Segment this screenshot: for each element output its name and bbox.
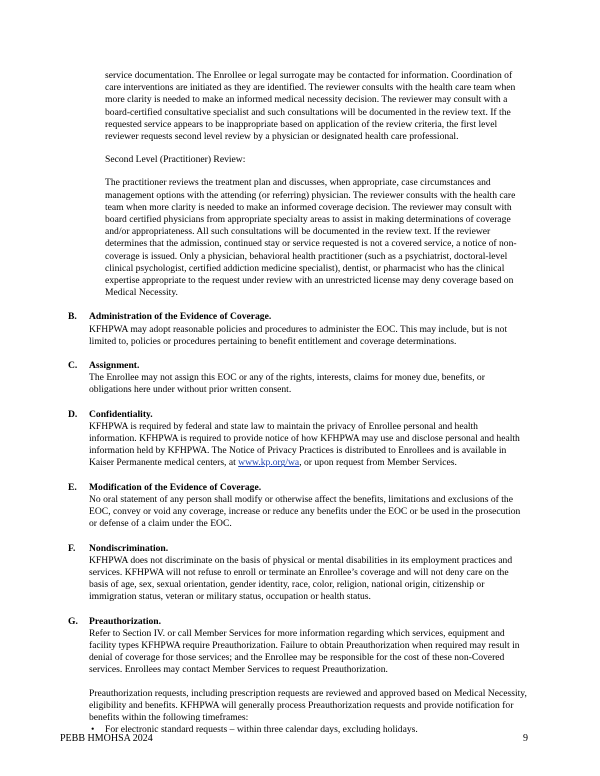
- section-f-letter: F.: [68, 542, 76, 554]
- section-c: [68, 360, 527, 397]
- section-e-heading: Modification of the Evidence of Coverage.: [89, 481, 262, 493]
- bullet-icon: •: [91, 724, 95, 736]
- section-d-body-after: , or upon request from Member Services.: [299, 457, 457, 469]
- section-b: [68, 311, 527, 348]
- intro-paragraph-2: The practitioner reviews the treatment plan and discusses, when appropriate, case circumstances and management options with the attending (or referring) physician. The reviewer consults with the health care team when more clarity is needed to make an informed coverage decision. The reviewer may consult with board certified physicians from appropriate specialty areas to assist in making determinations of coverage and/or appropriateness. All such consultations will be documented in the review text. If the reviewer determines that the admission, continued stay or service requested is not a covered service, a notice of non-coverage is issued. Only a physician, behavioral health practitioner (such as a psychiatrist, doctoral-level clinical psychologist, certified addiction medicine specialist), dentist, or pharmacist who has the clinical expertise appropriate to the request under review with an unrestricted license may deny coverage based on Medical Necessity.: [105, 177, 517, 299]
- second-level-review-heading: Second Level (Practitioner) Review:: [105, 154, 246, 166]
- section-c-heading: Assignment.: [89, 360, 140, 372]
- section-f-body: KFHPWA does not discriminate on the basis of physical or mental disabilities in its employment practices and services. KFHPWA will not refuse to enroll or terminate an Enrollee’s coverage and will not deny care on the basis of age, sex, sexual orientation, gender identity, race, color, religion, national origin, citizenship or immigration status, veteran or military status, occupation or health status.: [89, 554, 513, 603]
- intro-paragraph-1: service documentation. The Enrollee or legal surrogate may be contacted for information. Coordination of care interventions are initiated as they are identified. The reviewer consults with the health care team when more clarity is needed to make an informed medical necessity decision. The reviewer may consult with a board-certified consultative specialist and such consultations will be documented in the review text. If the requested service appears to be inappropriate based on application of the review criteria, the first level reviewer requests second level review by a physician or designated health care professional.: [105, 70, 516, 143]
- section-g-letter: G.: [68, 615, 78, 627]
- section-c-body: The Enrollee may not assign this EOC or any of the rights, interests, claims for money due, benefits, or obligations here under without prior written consent.: [89, 372, 485, 396]
- section-g-body-2: Preauthorization requests, including prescription requests are reviewed and approved based on Medical Necessity, eligibility and benefits. KFHPWA will generally process Preauthorization requests and provide notification for benefits within the following timeframes:: [89, 687, 527, 723]
- section-f: [68, 542, 527, 604]
- section-d-body-before: KFHPWA is required by federal and state law to maintain the privacy of Enrollee personal and health information. KFHPWA is required to provide notice of how KFHPWA may use and disclose personal and health information held by KFHPWA. The Notice of Privacy Practices is distributed to Enrollees and is available in Kaiser Permanente medical centers, at: [89, 420, 520, 469]
- section-b-heading: Administration of the Evidence of Coverage.: [89, 311, 272, 323]
- section-g: [68, 615, 527, 737]
- page-number: 9: [523, 733, 528, 744]
- section-d-heading: Confidentiality.: [89, 408, 153, 420]
- section-f-heading: Nondiscrimination.: [89, 542, 169, 554]
- document-body: [68, 70, 527, 736]
- section-d: [68, 408, 527, 470]
- kp-website-link[interactable]: www.kp.org/wa: [238, 457, 300, 469]
- list-item-text: For electronic standard requests – within three calendar days, excluding holidays.: [105, 724, 418, 736]
- footer-document-title: PEBB HMOHSA 2024: [60, 733, 153, 744]
- section-e: [68, 481, 527, 531]
- section-e-body: No oral statement of any person shall modify or otherwise affect the benefits, limitations and exclusions of the EOC, convey or void any coverage, increase or reduce any benefits under the EOC or be used in the prosecution or defense of a claim under the EOC.: [89, 493, 521, 530]
- section-d-body: [89, 421, 527, 470]
- page-footer: [60, 733, 528, 744]
- section-g-heading: Preauthorization.: [89, 615, 162, 627]
- section-b-body: KFHPWA may adopt reasonable policies and procedures to administer the EOC. This may include, but is not limited to, policies or procedures pertaining to benefit entitlement and coverage determinations.: [89, 323, 508, 347]
- section-c-letter: C.: [68, 360, 78, 372]
- section-d-letter: D.: [68, 408, 78, 420]
- section-g-body: Refer to Section IV. or call Member Services for more information regarding which services, equipment and facility types KFHPWA require Preauthorization. Failure to obtain Preauthorization when required may result in denial of coverage for those services; and the Enrollee may be responsible for the cost of these non-Covered services. Enrollees may contact Member Services to request Preauthorization.: [89, 627, 520, 676]
- section-b-letter: B.: [68, 311, 77, 323]
- section-e-letter: E.: [68, 481, 77, 493]
